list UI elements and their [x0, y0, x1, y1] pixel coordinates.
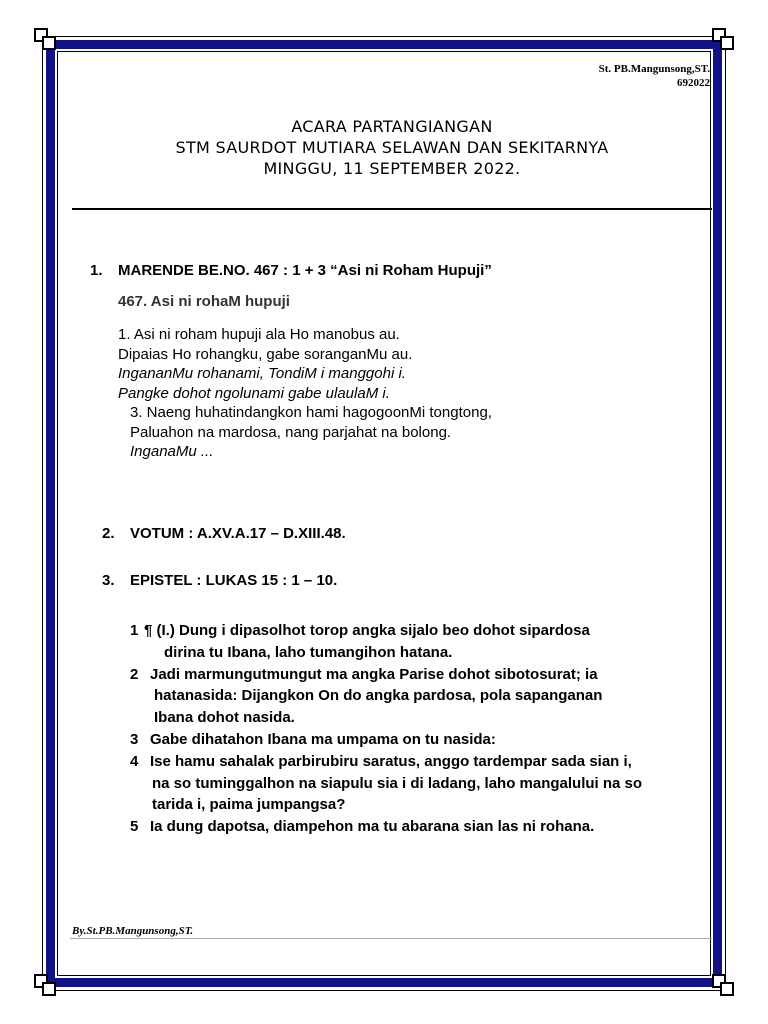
verse-line: Gabe dihatahon Ibana ma umpama on tu nasida:: [150, 730, 496, 748]
author-code: 692022: [677, 77, 710, 89]
corner-ornament-bottom-left: [34, 974, 56, 996]
lyric-line: Paluahon na mardosa, nang parjahat na bolong.: [130, 423, 452, 441]
verse-line: Jadi marmungutmungut ma angka Parise dohot sibotosurat; ia: [150, 665, 598, 683]
verse: [130, 664, 642, 729]
lyric-line: 3. Naeng huhatindangkon hami hagogoonMi tongtong,: [130, 404, 492, 421]
verse-line: Ia dung dapotsa, diampehon ma tu abarana sian las ni rohana.: [150, 818, 595, 836]
author-signature-top: [599, 62, 710, 90]
footer-divider: [70, 938, 712, 939]
section-3-title: [102, 571, 337, 591]
section-text: VOTUM : A.XV.A.17 – D.XIII.48.: [130, 525, 346, 542]
lyric-line: InganaMu ...: [130, 443, 214, 460]
corner-ornament-top-right: [712, 28, 734, 50]
header-date: MINGGU, 11 SEPTEMBER 2022.: [263, 159, 521, 178]
verse: [130, 816, 642, 838]
section-number: 2.: [102, 525, 115, 542]
lyric-line: Pangke dohot ngolunami gabe ulaulaM i.: [118, 384, 390, 402]
hymn-heading: 467. Asi ni rohaM hupuji: [118, 293, 290, 310]
verse-line: Ibana dohot nasida.: [154, 709, 295, 727]
verse-line: tarida i, paima jumpangsa?: [152, 796, 346, 814]
section-text: EPISTEL : LUKAS 15 : 1 – 10.: [130, 572, 338, 589]
author-name: St. PB.Mangunsong,ST.: [598, 63, 710, 75]
verse-number: 5: [130, 818, 139, 836]
verse-line: ¶ (I.) Dung i dipasolhot torop angka sijalo beo dohot sipardosa: [144, 622, 590, 639]
epistle-verses: [130, 620, 642, 838]
corner-ornament-top-left: [34, 28, 56, 50]
lyric-line: 1. Asi ni roham hupuji ala Ho manobus au.: [118, 326, 400, 343]
section-number: 3.: [102, 572, 115, 589]
verse-line: hatanasida: Dijangkon On do angka pardosa, pola sapanganan: [154, 687, 603, 705]
hymn-lyrics: [118, 325, 492, 462]
verse-line: Ise hamu sahalak parbirubiru saratus, anggo tardempar sada sian i,: [150, 752, 632, 770]
verse-number: 3: [130, 730, 139, 748]
section-1-title: [90, 261, 492, 281]
section-number: 1.: [90, 262, 103, 279]
verse-number: 1: [130, 622, 139, 639]
lyric-line: Dipaias Ho rohangku, gabe soranganMu au.: [118, 345, 413, 363]
header-organization: STM SAURDOT MUTIARA SELAWAN DAN SEKITARNYA: [175, 138, 609, 157]
section-2-title: [102, 524, 346, 544]
verse-number: 4: [130, 752, 139, 770]
verse: [130, 729, 642, 751]
lyric-line: IngananMu rohanami, TondiM i manggohi i.: [118, 365, 406, 382]
verse: [130, 620, 642, 664]
verse-line: dirina tu Ibana, laho tumangihon hatana.: [164, 643, 453, 661]
verse-number: 2: [130, 665, 139, 683]
header-divider: [72, 208, 712, 210]
footer-author: By.St.PB.Mangunsong,ST.: [72, 925, 194, 937]
verse-line: na so tuminggalhon na siapulu sia i di ladang, laho mangalului na so: [152, 774, 643, 792]
document-header: [72, 116, 712, 179]
section-text: MARENDE BE.NO. 467 : 1 + 3 “Asi ni Roham Hupuji”: [118, 262, 492, 279]
corner-ornament-bottom-right: [712, 974, 734, 996]
header-title: ACARA PARTANGIANGAN: [291, 117, 493, 136]
verse: [130, 751, 642, 816]
